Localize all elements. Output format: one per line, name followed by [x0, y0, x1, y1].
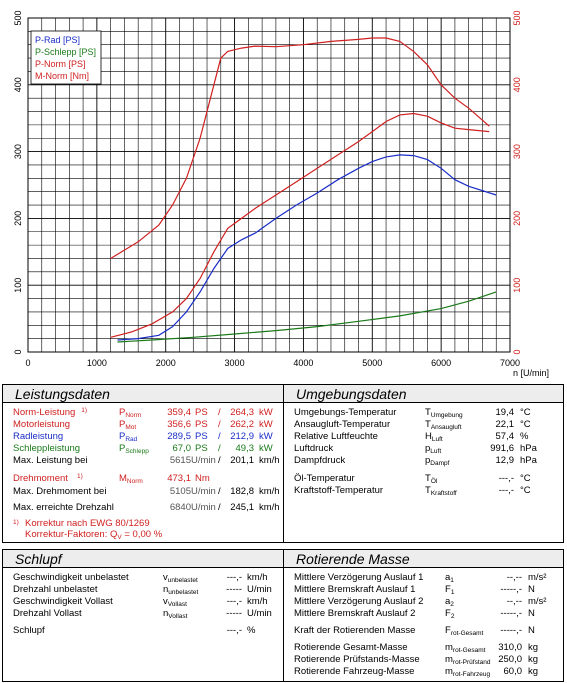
umgebung-row — [284, 455, 563, 467]
legend-entry: P-Schlepp [PS] — [35, 47, 97, 57]
masse-mass-row-unit: kg — [528, 642, 539, 653]
y-left-tick-label: 0 — [13, 349, 23, 355]
masse-row-symbol — [445, 608, 454, 623]
umgebung-unit: % — [520, 431, 529, 442]
schlupf-symbol — [163, 608, 187, 623]
umgebung-symbol — [425, 455, 449, 470]
korrektur-factor-value: = 0,00 % — [121, 529, 163, 540]
leistung-label: Norm-Leistung — [13, 407, 76, 418]
separator: / — [218, 455, 221, 466]
schlupf-row — [3, 608, 283, 620]
max-drehzahl-speed: 245,1 — [230, 502, 254, 513]
leistung-unit-kw: kW — [259, 431, 273, 442]
masse-row-value: --,-- — [506, 572, 522, 583]
schlupf-value: ----- — [226, 608, 242, 619]
symbol-sub: rot-Gesamt — [452, 647, 486, 654]
symbol-main: n — [163, 608, 169, 619]
max-leistung-label: Max. Leistung bei — [13, 455, 88, 466]
max-leistung-rpm-unit: U/min — [191, 455, 216, 466]
max-drehzahl-label: Max. erreichte Drehzahl — [13, 502, 114, 513]
leistungsdaten-panel — [2, 384, 284, 543]
symbol-sub: Mot — [125, 424, 137, 431]
umgebung-value: ---,- — [498, 473, 514, 484]
schlupf-unit: U/min — [247, 584, 272, 595]
symbol-main: P — [119, 419, 126, 430]
masse-row-unit: N — [528, 608, 535, 619]
schlupf-unit: U/min — [247, 608, 272, 619]
separator: / — [218, 407, 221, 418]
symbol-sub: 1 — [450, 589, 455, 596]
umgebung-row — [284, 485, 563, 497]
max-drehzahl-rpm: 6840 — [169, 502, 191, 513]
umgebung-row — [284, 473, 563, 485]
schlupf-title: Schlupf — [3, 550, 283, 568]
schlupf-label: Drehzahl Vollast — [13, 608, 82, 619]
footnote-marker: 1) — [77, 473, 83, 480]
symbol-sub: Norm — [125, 412, 142, 419]
leistung-value-ps: 67,0 — [172, 443, 191, 454]
schlupf-label: Geschwindigkeit unbelastet — [13, 572, 129, 583]
symbol-sub: 2 — [450, 601, 454, 608]
y-left-tick-label: 200 — [13, 210, 23, 226]
schlupf-unit: km/h — [247, 572, 268, 583]
umgebung-unit: hPa — [520, 455, 537, 466]
leistung-row — [3, 407, 283, 419]
umgebung-unit: hPa — [520, 443, 537, 454]
symbol-main: m — [445, 642, 453, 653]
masse-row-unit: N — [528, 584, 535, 595]
symbol-sub: unbelastet — [168, 589, 199, 596]
separator: / — [218, 419, 221, 430]
drehmoment-label: Drehmoment — [13, 473, 68, 484]
leistungsdaten-title: Leistungsdaten — [3, 385, 283, 403]
masse-mass-row-label: Rotierende Prüfstands-Masse — [294, 654, 420, 665]
leistung-unit-ps: PS — [195, 419, 208, 430]
masse-row — [284, 608, 563, 620]
masse-row — [284, 584, 563, 596]
rotierende-masse-title: Rotierende Masse — [284, 550, 563, 568]
max-drehmoment — [3, 486, 283, 498]
schlupf-value: ---,- — [226, 572, 242, 583]
schlupf-label: Geschwindigkeit Vollast — [13, 596, 113, 607]
korrektur-text: Korrektur nach EWG 80/1269 — [25, 518, 150, 529]
schlupf-label: Drehzahl unbelastet — [13, 584, 98, 595]
separator: / — [218, 443, 221, 454]
masse-mass-row-value: 60,0 — [503, 666, 522, 677]
symbol-main: v — [163, 596, 168, 607]
y-right-tick-label: 300 — [512, 144, 522, 160]
masse-row-label: Mittlere Bremskraft Auslauf 1 — [294, 584, 416, 595]
symbol-sub: Luft — [431, 436, 443, 443]
legend-entry: M-Norm [Nm] — [35, 71, 89, 81]
schlupf-row — [3, 584, 283, 596]
umgebung-unit: °C — [520, 407, 531, 418]
x-tick-label: 4000 — [293, 358, 314, 368]
separator: / — [218, 502, 221, 513]
max-drehzahl-speed-unit: km/h — [259, 502, 280, 513]
leistung-unit-kw: kW — [259, 419, 273, 430]
symbol-main: T — [425, 485, 431, 496]
x-tick-label: 5000 — [362, 358, 383, 368]
schlupf-value: ----- — [226, 584, 242, 595]
masse-mass-row — [284, 642, 563, 654]
leistung-label: Motorleistung — [13, 419, 71, 430]
y-right-tick-label: 100 — [512, 277, 522, 293]
masse-row-label: Mittlere Bremskraft Auslauf 2 — [294, 608, 416, 619]
leistung-unit-ps: PS — [195, 443, 208, 454]
max-drehmoment-speed: 182,8 — [230, 486, 254, 497]
symbol-sub: Öl — [430, 478, 438, 485]
leistung-row — [3, 431, 283, 443]
leistung-value-ps: 356,6 — [167, 419, 191, 430]
drehmoment-value: 473,1 — [167, 473, 191, 484]
masse-mass-row — [284, 654, 563, 666]
symbol-main: m — [445, 654, 453, 665]
symbol-main: v — [163, 572, 168, 583]
symbol-main: P — [119, 407, 126, 418]
symbol-sub: Schlepp — [125, 448, 149, 455]
umgebung-value: 22,1 — [495, 419, 514, 430]
max-leistung-rpm: 5615 — [169, 455, 191, 466]
leistung-unit-ps: PS — [195, 431, 208, 442]
y-right-tick-label: 200 — [512, 210, 522, 226]
umgebung-row — [284, 419, 563, 431]
symbol-main: T — [425, 407, 431, 418]
max-drehmoment-speed-unit: km/h — [259, 486, 280, 497]
symbol-sub: Ansaugluft — [430, 424, 462, 431]
umgebungsdaten-panel — [283, 384, 564, 543]
leistung-value-kw: 264,3 — [230, 407, 254, 418]
masse-mass-row-value: 310,0 — [498, 642, 522, 653]
symbol-sub: Norm — [126, 478, 143, 485]
umgebung-row — [284, 443, 563, 455]
umgebung-value: 19,4 — [495, 407, 514, 418]
umgebung-unit: °C — [520, 473, 531, 484]
schlupf-value: ---,- — [226, 596, 242, 607]
rotierende-masse-panel — [283, 549, 564, 682]
masse-mass-row-unit: kg — [528, 666, 539, 677]
symbol-main: p — [425, 443, 431, 454]
x-tick-label: 3000 — [224, 358, 245, 368]
schlupf-total-label: Schlupf — [13, 625, 45, 636]
umgebung-symbol — [425, 485, 457, 500]
x-tick-label: 6000 — [431, 358, 452, 368]
symbol-sub: Rad — [125, 436, 138, 443]
symbol-sub: Kraftstoff — [430, 490, 457, 497]
masse-kraft-row-unit: N — [528, 625, 535, 636]
max-leistung-speed-unit: km/h — [259, 455, 280, 466]
masse-kraft-row-label: Kraft der Rotierenden Masse — [294, 625, 416, 636]
schlupf-row — [3, 596, 283, 608]
umgebungsdaten-title: Umgebungsdaten — [284, 385, 563, 403]
symbol-main: F — [445, 608, 451, 619]
footnote-marker: 1) — [81, 407, 88, 414]
symbol-sub: 1 — [450, 577, 454, 584]
leistung-row — [3, 443, 283, 455]
leistung-unit-kw: kW — [259, 407, 273, 418]
y-left-tick-label: 500 — [13, 10, 23, 26]
leistung-unit-ps: PS — [195, 407, 208, 418]
max-drehmoment-rpm-unit: U/min — [191, 486, 216, 497]
max-leistung-speed: 201,1 — [230, 455, 254, 466]
symbol-main: m — [445, 666, 453, 677]
symbol-sub: Umgebung — [430, 412, 463, 419]
masse-kraft-row — [284, 625, 563, 637]
masse-mass-row-label: Rotierende Gesamt-Masse — [294, 642, 408, 653]
x-tick-label: 7000 — [499, 358, 521, 368]
schlupf-total-unit: % — [247, 625, 256, 636]
symbol-sub: Dampf — [430, 460, 450, 467]
umgebung-label: Öl-Temperatur — [294, 473, 355, 484]
symbol-sub: Vollast — [167, 601, 187, 608]
schlupf-panel — [2, 549, 284, 682]
max-drehmoment-label: Max. Drehmoment bei — [13, 486, 107, 497]
umgebung-row — [284, 431, 563, 443]
leistung-value-ps: 289,5 — [167, 431, 191, 442]
leistung-row — [3, 419, 283, 431]
masse-mass-row-label: Rotierende Fahrzeug-Masse — [294, 666, 415, 677]
masse-row-label: Mittlere Verzögerung Auslauf 2 — [294, 596, 424, 607]
symbol-main: a — [445, 596, 451, 607]
max-drehmoment-rpm: 5105 — [169, 486, 191, 497]
schlupf-unit: km/h — [247, 596, 268, 607]
symbol-sub: Vollast — [168, 613, 188, 620]
symbol-main: P — [119, 431, 126, 442]
y-right-tick-label: 0 — [512, 349, 522, 355]
korrektur-factor-label: Korrektur-Faktoren: Q — [25, 529, 118, 540]
legend-entry: P-Norm [PS] — [35, 59, 86, 69]
umgebung-unit: °C — [520, 419, 531, 430]
symbol-main: F — [445, 584, 451, 595]
symbol-main: F — [445, 625, 451, 636]
series-line-2 — [118, 292, 497, 342]
masse-row-label: Mittlere Verzögerung Auslauf 1 — [294, 572, 424, 583]
leistung-value-kw: 262,2 — [230, 419, 254, 430]
separator: / — [218, 486, 221, 497]
symbol-main: a — [445, 572, 451, 583]
korrektur-factor-sub: V — [117, 534, 122, 541]
leistung-label: Schleppleistung — [13, 443, 81, 454]
y-left-tick-label: 100 — [13, 277, 23, 293]
masse-row-value: --,-- — [506, 596, 522, 607]
footnote-marker: 1) — [13, 519, 19, 526]
masse-row-unit: m/s² — [528, 596, 547, 607]
masse-row-value: -----,- — [500, 608, 522, 619]
umgebung-value: ---,- — [498, 485, 514, 496]
y-right-tick-label: 500 — [512, 10, 522, 26]
korrektur-factor — [25, 529, 162, 544]
umgebung-label: Ansaugluft-Temperatur — [294, 419, 391, 430]
y-right-tick-label: 400 — [512, 77, 522, 93]
symbol-sub: unbelastet — [167, 577, 198, 584]
schlupf-row — [3, 572, 283, 584]
symbol-main: T — [425, 419, 431, 430]
leistung-value-kw: 49,3 — [235, 443, 254, 454]
max-drehzahl — [3, 502, 283, 514]
symbol-main: n — [163, 584, 169, 595]
umgebung-unit: °C — [520, 485, 531, 496]
drehmoment-row — [3, 473, 283, 485]
series-line-1 — [118, 155, 497, 340]
series-line-4 — [111, 38, 490, 259]
series-line-3 — [111, 114, 490, 338]
y-left-tick-label: 300 — [13, 144, 23, 160]
chart-legend — [31, 31, 101, 84]
masse-row — [284, 572, 563, 584]
y-left-tick-label: 400 — [13, 77, 23, 93]
x-tick-label: 0 — [25, 358, 31, 368]
x-tick-label: 1000 — [86, 358, 107, 368]
leistung-value-ps: 359,4 — [167, 407, 191, 418]
leistung-unit-kw: kW — [259, 443, 273, 454]
x-axis-label: n [U/min] — [513, 368, 550, 378]
symbol-sub: 2 — [450, 613, 455, 620]
umgebung-value: 991,6 — [490, 443, 514, 454]
symbol-main: T — [425, 473, 431, 484]
masse-row-unit: m/s² — [528, 572, 547, 583]
schlupf-total-value: ---,- — [226, 625, 242, 636]
masse-row — [284, 596, 563, 608]
umgebung-value: 12,9 — [495, 455, 514, 466]
masse-mass-row — [284, 666, 563, 678]
symbol-main: H — [425, 431, 432, 442]
umgebung-value: 57,4 — [495, 431, 514, 442]
umgebung-label: Umgebungs-Temperatur — [294, 407, 397, 418]
masse-mass-row-value: 250,0 — [498, 654, 522, 665]
max-drehzahl-rpm-unit: U/min — [191, 502, 216, 513]
separator: / — [218, 431, 221, 442]
max-leistung — [3, 455, 283, 467]
umgebung-label: Kraftstoff-Temperatur — [294, 485, 384, 496]
masse-kraft-row-symbol — [445, 625, 483, 640]
umgebung-label: Relative Luftfeuchte — [294, 431, 378, 442]
leistung-value-kw: 212,9 — [230, 431, 254, 442]
drehmoment-unit: Nm — [195, 473, 210, 484]
symbol-main: p — [425, 455, 431, 466]
umgebung-row — [284, 407, 563, 419]
symbol-sub: rot-Gesamt — [450, 630, 484, 637]
symbol-sub: Luft — [430, 448, 442, 455]
legend-entry: P-Rad [PS] — [35, 35, 81, 45]
umgebung-label: Luftdruck — [294, 443, 334, 454]
symbol-main: P — [119, 443, 126, 454]
schlupf-total-row — [3, 625, 283, 637]
umgebung-label: Dampfdruck — [294, 455, 346, 466]
masse-kraft-row-value: -----,- — [500, 625, 522, 636]
x-tick-label: 2000 — [155, 358, 176, 368]
symbol-main: M — [119, 473, 127, 484]
leistung-label: Radleistung — [13, 431, 64, 442]
symbol-sub: rot-Fahrzeug — [452, 671, 491, 678]
symbol-sub: rot-Prüfstand — [452, 659, 491, 666]
masse-row-value: -----,- — [500, 584, 522, 595]
masse-mass-row-unit: kg — [528, 654, 539, 665]
